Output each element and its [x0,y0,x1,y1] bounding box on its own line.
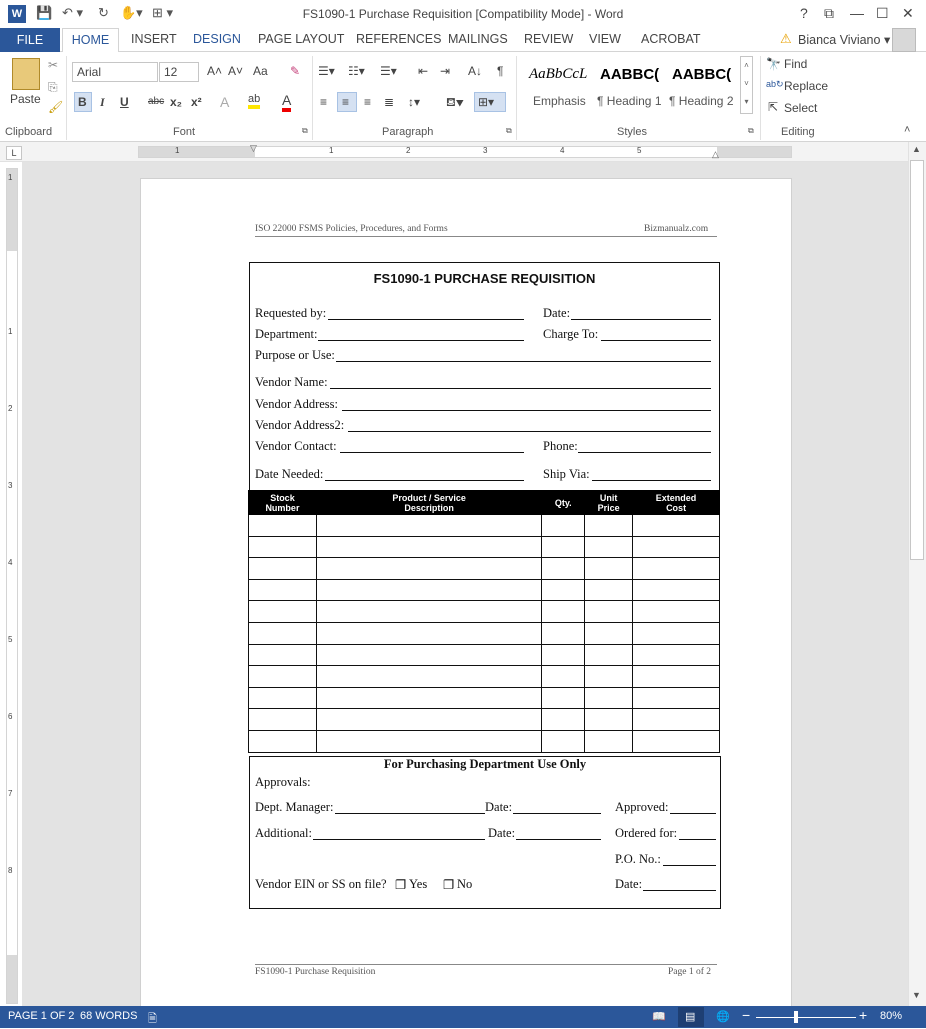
po-no-label: P.O. No.: [615,852,661,866]
vertical-ruler[interactable] [6,168,18,1004]
col-qty: Qty. [542,491,585,515]
style-emphasis-sample[interactable]: AaBbCcL [529,66,588,82]
dept-manager-label: Dept. Manager: [255,800,334,814]
ruler-number: 1 [8,173,13,182]
vendor-ein-label: Vendor EIN or SS on file? [255,877,387,891]
save-icon[interactable]: 💾 [36,5,53,20]
date-needed-label: Date Needed: [255,467,324,481]
vendor-address2-label: Vendor Address2: [255,418,345,432]
table-row [249,666,720,688]
requested-by-line[interactable] [328,319,524,320]
col-extended-cost: Extended Cost [633,491,720,515]
scroll-down-icon[interactable]: ▼ [912,990,921,1000]
table-cell[interactable] [585,579,633,601]
show-formatting-icon[interactable]: ¶ [497,64,504,78]
paste-button[interactable]: Paste [10,92,41,106]
font-color-icon[interactable]: A [282,92,291,112]
yes-label: Yes [409,877,428,891]
sort-icon[interactable]: A↓ [468,64,483,78]
page-header-right: Bizmanualz.com [644,224,709,234]
tab-insert[interactable]: INSERT [131,32,177,46]
align-center-icon: ≡ [342,95,350,109]
table-cell[interactable] [316,536,541,558]
table-row [249,644,720,666]
vendor-address2-line[interactable] [348,431,711,432]
close-button[interactable]: ✕ [902,5,914,21]
table-cell[interactable] [633,601,720,623]
table-cell[interactable] [585,622,633,644]
paste-icon[interactable] [12,58,40,90]
table-cell[interactable] [249,515,317,537]
vendor-address-line[interactable] [342,410,711,411]
table-row [249,515,720,537]
underline-button[interactable]: U [120,95,129,109]
tab-references[interactable]: REFERENCES [356,32,442,46]
yes-checkbox[interactable]: ❐ [395,878,407,892]
table-row [249,536,720,558]
superscript-button[interactable]: x² [191,95,202,109]
ruler-number: 2 [8,404,13,413]
table-cell[interactable] [542,687,585,709]
additional-line[interactable] [313,839,485,840]
purpose-line[interactable] [336,361,711,362]
page-count[interactable]: PAGE 1 OF 2 [8,1010,75,1022]
help-icon[interactable]: ? [800,5,808,21]
charge-to-line[interactable] [601,340,711,341]
vendor-name-line[interactable] [330,388,711,389]
format-painter-icon[interactable]: 🖌 [48,100,64,114]
table-cell[interactable] [316,515,541,537]
clipboard-group-label: Clipboard [5,126,53,138]
table-cell[interactable] [633,622,720,644]
strikethrough-button[interactable]: abc [148,96,165,107]
ruler-right-margin [717,147,791,157]
table-cell[interactable] [249,601,317,623]
footer-rule [255,964,717,965]
status-bar [0,1006,926,1028]
table-cell[interactable] [249,558,317,580]
table-cell[interactable] [249,730,317,752]
word-app-icon[interactable]: W [8,5,26,23]
requested-by-label: Requested by: [255,306,327,320]
change-case-icon[interactable]: Aa [253,64,268,78]
ruler-number: 5 [637,146,642,155]
editing-group-label: Editing [781,126,815,138]
styles-dialog-launcher-icon[interactable]: ⧉ [748,126,754,135]
separator [66,56,67,140]
ruler-number: 8 [8,866,13,875]
numbering-icon[interactable]: ☷▾ [348,64,365,78]
font-size-box[interactable]: 12 [159,62,199,82]
ship-via-line[interactable] [592,480,711,481]
highlight-icon[interactable]: ab [248,93,260,109]
table-cell[interactable] [249,644,317,666]
table-cell[interactable] [316,709,541,731]
print-layout-icon: ▤ [685,1011,696,1023]
quick-access-customize-icon[interactable]: ⊞ ▾ [152,5,174,20]
style-heading1[interactable]: ¶ Heading 1 [597,94,662,108]
dept-manager-line[interactable] [335,813,485,814]
table-row [249,622,720,644]
touch-mode-icon[interactable]: ✋▾ [120,5,143,20]
table-row [249,579,720,601]
col-unit-price: Unit Price [585,491,633,515]
approvals-label: Approvals: [255,775,311,789]
paragraph-dialog-launcher-icon[interactable]: ⧉ [506,126,512,135]
date-line[interactable] [571,319,711,320]
table-cell[interactable] [542,515,585,537]
additional-label: Additional: [255,826,312,840]
redo-icon[interactable]: ↻ [98,5,109,20]
italic-button[interactable]: I [100,95,105,109]
department-label: Department: [255,327,318,341]
justify-icon[interactable]: ≣ [384,95,395,109]
table-header-row [249,491,720,515]
table-cell[interactable] [633,709,720,731]
decrease-indent-icon[interactable]: ⇤ [418,64,429,78]
table-cell[interactable] [585,687,633,709]
separator [516,56,517,140]
web-layout-icon[interactable]: 🌐 [716,1011,730,1023]
table-cell[interactable] [249,687,317,709]
cut-icon[interactable]: ✂ [48,58,59,72]
text-effects-icon[interactable]: A [220,94,230,110]
table-cell[interactable] [316,622,541,644]
separator [312,56,313,140]
zoom-out-button[interactable]: − [742,1007,751,1023]
ribbon-display-options-icon[interactable]: ⧉ [824,5,834,21]
date-label: Date: [543,306,571,320]
date2-label: Date: [488,826,516,840]
table-cell[interactable] [249,666,317,688]
page-footer-left: FS1090-1 Purchase Requisition [255,967,376,977]
col-description: Product / Service Description [316,491,541,515]
table-cell[interactable] [633,558,720,580]
ordered-for-label: Ordered for: [615,826,678,840]
copy-icon[interactable]: ⎘ [48,80,58,94]
vendor-contact-label: Vendor Contact: [255,439,337,453]
horizontal-ruler[interactable] [138,143,792,159]
table-row [249,687,720,709]
phone-label: Phone: [543,439,578,453]
table-cell[interactable] [249,579,317,601]
grow-font-icon[interactable]: A˄ [207,64,223,78]
undo-icon[interactable]: ↶ ▾ [62,5,84,20]
purchasing-title: For Purchasing Department Use Only [383,757,587,771]
ruler-number: 5 [8,635,13,644]
collapse-ribbon-icon[interactable]: ˄ [904,124,911,136]
find-icon[interactable]: 🔭 [766,57,781,71]
table-cell[interactable] [316,558,541,580]
col-stock-number: Stock Number [249,491,317,515]
ruler-number: 1 [175,146,180,155]
styles-group-label: Styles [617,126,647,138]
table-row [249,709,720,731]
table-cell[interactable] [316,644,541,666]
table-cell[interactable] [633,644,720,666]
ruler-number: 7 [8,789,13,798]
ruler-number: 1 [329,146,334,155]
align-right-icon[interactable]: ≡ [364,95,372,109]
ruler-number: 2 [406,146,411,155]
table-cell[interactable] [542,579,585,601]
approved-label: Approved: [615,800,669,814]
po-no-line[interactable] [663,865,716,866]
table-cell[interactable] [542,558,585,580]
date1-line[interactable] [513,813,601,814]
shading-icon[interactable]: ⛾▾ [446,95,464,109]
shrink-font-icon[interactable]: A˅ [228,64,244,78]
table-cell[interactable] [316,579,541,601]
tab-home[interactable]: HOME [62,28,119,53]
paragraph-group-label: Paragraph [382,126,434,138]
table-cell[interactable] [585,558,633,580]
zoom-slider[interactable] [756,1017,856,1018]
style-heading2[interactable]: ¶ Heading 2 [669,94,734,108]
items-table [248,490,720,753]
table-cell[interactable] [633,536,720,558]
table-cell[interactable] [585,666,633,688]
table-cell[interactable] [585,536,633,558]
ruler-number: 4 [8,558,13,567]
style-heading1-sample[interactable]: AABBC( [600,66,660,83]
table-cell[interactable] [585,730,633,752]
replace-button[interactable]: Replace [784,79,829,93]
table-cell[interactable] [542,644,585,666]
approved-line[interactable] [670,813,716,814]
table-cell[interactable] [542,536,585,558]
select-button[interactable]: Select [784,101,818,115]
date3-line[interactable] [643,890,716,891]
tab-selector-icon[interactable]: L [6,146,22,160]
window-title: FS1090-1 Purchase Requisition [Compatibility Mode] - Word [302,7,624,21]
vendor-address-label: Vendor Address: [255,397,338,411]
ruler-number: 6 [8,712,13,721]
tab-review[interactable]: REVIEW [524,32,574,46]
ordered-for-line[interactable] [679,839,716,840]
zoom-in-button[interactable]: + [859,1007,868,1023]
date3-label: Date: [615,877,643,891]
table-cell[interactable] [542,622,585,644]
table-cell[interactable] [316,601,541,623]
tab-mailings[interactable]: MAILINGS [448,32,508,46]
table-cell[interactable] [585,515,633,537]
date2-line[interactable] [516,839,601,840]
table-row [249,558,720,580]
minimize-button[interactable]: — [850,5,864,21]
tab-view[interactable]: VIEW [589,32,621,46]
table-cell[interactable] [249,536,317,558]
table-cell[interactable] [585,601,633,623]
style-emphasis[interactable]: Emphasis [533,94,586,108]
purpose-label: Purpose or Use: [255,348,335,362]
separator [760,56,761,140]
zoom-level[interactable]: 80% [880,1010,903,1022]
first-line-indent-marker[interactable]: ▽ [250,143,257,153]
clear-formatting-icon[interactable]: ✎ [290,64,301,78]
header-rule [255,236,717,237]
word-count[interactable]: 68 WORDS [80,1010,138,1022]
proofing-icon[interactable]: 🗎 [148,1013,157,1025]
ruler-bottom-margin [7,955,17,1003]
avatar[interactable] [892,28,916,52]
charge-to-label: Charge To: [543,327,599,341]
right-indent-marker[interactable]: △ [712,149,719,159]
no-label: No [457,877,473,891]
borders-icon: ⊞▾ [478,95,495,109]
find-button[interactable]: Find [784,57,808,71]
title-bar [0,0,926,28]
maximize-button[interactable]: ☐ [876,5,889,21]
table-cell[interactable] [249,709,317,731]
bold-label: B [78,95,87,109]
style-heading2-sample[interactable]: AABBC( [672,66,732,83]
table-cell[interactable] [633,515,720,537]
multilevel-list-icon[interactable]: ☰▾ [380,64,397,78]
no-checkbox[interactable]: ❐ [443,878,455,892]
tab-design[interactable]: DESIGN [193,32,241,46]
table-cell[interactable] [633,687,720,709]
scroll-up-icon[interactable]: ▲ [912,144,921,154]
user-account[interactable]: Bianca Viviano ▾ [798,33,891,47]
table-cell[interactable] [633,666,720,688]
scrollbar-thumb[interactable] [910,160,924,560]
date1-label: Date: [485,800,513,814]
replace-icon[interactable]: ab↻ [766,79,784,89]
date-needed-line[interactable] [325,480,524,481]
department-line[interactable] [318,340,524,341]
align-left-icon[interactable]: ≡ [320,95,328,109]
table-cell[interactable] [316,687,541,709]
ruler-number: 3 [483,146,488,155]
page-header-left: ISO 22000 FSMS Policies, Procedures, and Forms [255,224,448,234]
ruler-number: 3 [8,481,13,490]
table-cell[interactable] [542,730,585,752]
table-row [249,601,720,623]
font-group-label: Font [173,126,196,138]
table-cell[interactable] [316,666,541,688]
table-cell[interactable] [585,709,633,731]
line-spacing-icon[interactable]: ↕▾ [408,95,421,109]
tab-file[interactable]: FILE [0,28,60,52]
bullets-icon[interactable]: ☰▾ [318,64,335,78]
table-row [249,730,720,752]
table-cell[interactable] [542,601,585,623]
font-name-box[interactable]: Arial [72,62,158,82]
table-cell[interactable] [542,709,585,731]
zoom-slider-thumb[interactable] [794,1011,798,1023]
ship-via-label: Ship Via: [543,467,590,481]
table-cell[interactable] [249,622,317,644]
subscript-button[interactable]: x₂ [170,95,183,109]
select-icon[interactable]: ⇱ [768,100,779,114]
phone-line[interactable] [578,452,711,453]
vendor-contact-line[interactable] [340,452,524,453]
vendor-name-label: Vendor Name: [255,375,328,389]
table-cell[interactable] [542,666,585,688]
font-dialog-launcher-icon[interactable]: ⧉ [302,126,308,135]
table-cell[interactable] [316,730,541,752]
table-cell[interactable] [585,644,633,666]
form-title: FS1090-1 PURCHASE REQUISITION [373,271,596,286]
page-footer-right: Page 1 of 2 [668,967,712,977]
styles-scroll-icon[interactable]: ˄ ˅ ▾ [740,56,753,114]
warning-icon: ⚠ [780,31,792,46]
ruler-number: 1 [8,327,13,336]
ruler-left-margin [139,147,255,157]
table-cell[interactable] [633,579,720,601]
tab-page-layout[interactable]: PAGE LAYOUT [258,32,345,46]
tab-acrobat[interactable]: ACROBAT [641,32,701,46]
table-cell[interactable] [633,730,720,752]
read-mode-icon[interactable]: 📖 [652,1011,666,1023]
increase-indent-icon[interactable]: ⇥ [440,64,451,78]
ruler-number: 4 [560,146,565,155]
